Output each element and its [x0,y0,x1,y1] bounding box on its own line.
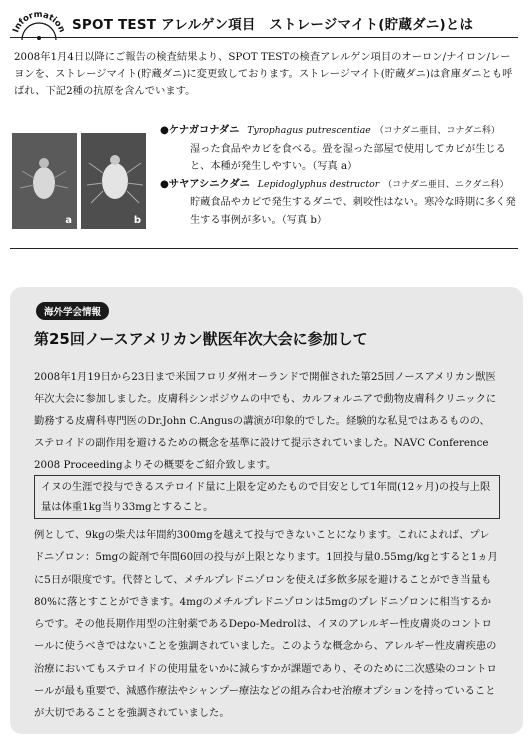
spot-test-intro: 2008年1月4日以降にご報告の検査結果より、SPOT TESTの検査アレルゲン項目のオーロン/ナイロン/レーヨンを、ストレージマイト(貯蔵ダニ)に変更致しております。ストレージマイト(貯蔵ダニ)は倉庫ダニとも呼ばれ、下記2種の抗原を含んでいます。 [14,51,513,97]
mite-description: 貯蔵食品やカビで発生するダニで、刺咬性はない。寒冷な時期に多く発生する事例が多い。（写真 b） [190,197,516,226]
section-bottom-rule [10,248,518,249]
title-underline [10,37,518,38]
article-intro: 2008年1月19日から23日まで米国フロリダ州オーランドで開催された第25回ノースアメリカン獣医年次大会に参加しました。皮膚科シンポジウムの中でも、カルフォルニアで動物皮膚科クリニックに勤務する皮膚科専門医のDr.John C.Angusの講演が印象的でした。経験的な私見ではあるものの、ステロイドの副作用を避けるための概念を基準に設けて提示されていました。NAVC Conference 2008 Proceedingよりその概要をご紹介致します。 [34,371,497,471]
category-tag: 海外学会情報 [36,302,109,320]
mite-photo-a [12,133,77,229]
mite-description: 湿った食品やカビを食べる。畳を湿った部屋で使用してカビが生じると、本種が発生しやすい。（写真 a） [190,143,506,172]
mite-name: サヤアシニクダニ [168,178,250,190]
spot-test-title: SPOT TEST アレルゲン項目 ストレージマイト(貯蔵ダニ)とは [72,17,474,33]
mite-scientific-name: Lepidoglyphus destructor [257,178,380,190]
article-title: 第25回ノースアメリカン獣医年次大会に参加して [34,330,368,348]
mite-family: （コナダニ亜目、コナダニ科） [374,126,500,136]
mite-item: ●サヤアシニクダニ Lepidoglyphus destructor （コナダニ亜目、ニクダニ科） 貯蔵食品やカビで発生するダニで、刺咬性はない。寒冷な時期に多く発生する事例が多い。（写真 b） [160,176,520,230]
photo-label-b: b [133,215,141,226]
photo-label-a: a [65,215,72,226]
highlight-box: イヌの生涯で投与できるステロイド量に上限を定めたもので目安として1年間(12ヶ月)の投与上限量は体重1kg当り33mgとすること。 [34,475,500,519]
mite-name: ケナガコナダニ [168,125,240,136]
svg-text:Information: Information [11,9,67,35]
article-body: 例として、9kgの柴犬は年間約300mgを越えて投与できないことになります。これによれば、プレドニゾロン：5mgの錠剤で年間60回の投与が上限となります。1回投与量0.55mg/kgとすると1ヵ月に5日が限度です。代替として、メチルプレドニゾロンを使えば多飲多尿を避けることができ当量も80%に落とすことができます。4mgのメチルプレドニゾロンは5mgのプレドニゾロンに相当するからです。その他長期作用型の注射薬であるDepo-Medrolは、イヌのアレルギー性皮膚炎のコントロールに使うべきではないことを強調されていました。このような概念から、アレルギー性皮膚疾患の治療においてもステロイドの使用量をいかに減らすかが課題であり、そのために二次感染のコントロールが最も重要で、減感作療法やシャンプー療法などの組み合わせ治療オプションを持っていることが大切であることを強調されていました。 [34,529,498,720]
mite-family: （コナダニ亜目、ニクダニ科） [383,179,509,190]
information-badge-icon [10,5,68,45]
mite-item: ●ケナガコナダニ Tyrophagus putrescentiae （コナダニ亜目、コナダニ科） 湿った食品やカビを食べる。畳を湿った部屋で使用してカビが生じると、本種が発生しやすい。（写真 a） [160,122,520,176]
spot-test-section [0,0,529,258]
mite-list [160,122,520,229]
mite-scientific-name: Tyrophagus putrescentiae [247,125,371,136]
mite-photo-b [81,133,146,229]
